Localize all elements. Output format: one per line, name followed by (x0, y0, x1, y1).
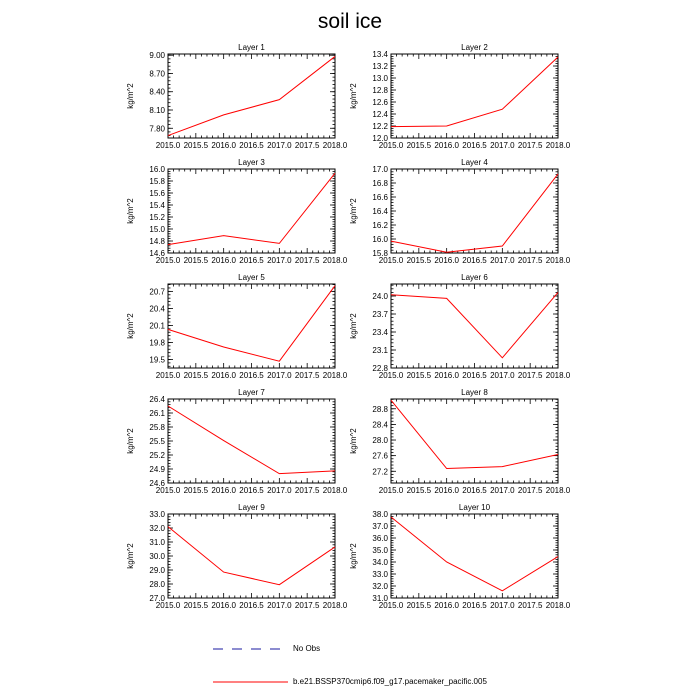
y-tick-label: 27.6 (372, 451, 388, 461)
plot-frame (168, 284, 335, 368)
x-tick-label: 2017.0 (267, 141, 292, 150)
series-line (168, 286, 335, 361)
y-tick-label: 25.8 (149, 423, 165, 432)
legend-dashed-swatch (213, 645, 288, 653)
y-axis-label: kg/m^2 (126, 83, 135, 109)
x-tick-label: 2016.5 (462, 486, 487, 495)
x-tick-label: 2016.0 (211, 256, 236, 265)
x-tick-label: 2015.0 (155, 601, 181, 610)
y-tick-label: 12.6 (372, 98, 388, 107)
x-tick-label: 2018.0 (322, 486, 348, 495)
y-axis-label: kg/m^2 (126, 543, 135, 569)
x-tick-label: 2015.5 (406, 256, 432, 265)
x-tick-label: 2017.5 (294, 371, 320, 380)
x-tick-label: 2015.5 (406, 486, 432, 495)
x-tick-label: 2015.5 (406, 141, 432, 150)
y-tick-label: 12.4 (372, 110, 388, 119)
y-tick-label: 28.0 (372, 436, 388, 446)
y-tick-label: 23.4 (372, 328, 388, 337)
y-tick-label: 12.0 (372, 134, 388, 143)
y-tick-label: 8.70 (149, 69, 165, 79)
x-tick-label: 2015.0 (378, 256, 404, 265)
series-line (168, 56, 335, 135)
y-tick-label: 16.8 (372, 179, 388, 188)
y-tick-label: 8.10 (149, 106, 165, 115)
x-tick-label: 2015.0 (155, 371, 181, 380)
y-tick-label: 34.0 (372, 558, 388, 567)
panel-6 (349, 273, 571, 380)
y-tick-label: 14.6 (149, 249, 165, 258)
series-line (391, 400, 558, 468)
panel-10 (349, 503, 571, 610)
x-tick-label: 2016.0 (434, 486, 459, 495)
x-tick-label: 2017.5 (517, 601, 543, 610)
y-tick-label: 20.1 (149, 321, 165, 331)
y-tick-label: 15.8 (372, 249, 388, 258)
plot-frame (168, 399, 335, 483)
y-tick-label: 31.0 (149, 538, 165, 547)
panel-title: Layer 4 (461, 158, 488, 167)
x-tick-label: 2016.0 (211, 601, 236, 610)
y-tick-label: 27.0 (149, 594, 165, 603)
x-tick-label: 2015.5 (183, 601, 209, 610)
y-tick-label: 24.9 (149, 465, 165, 474)
panel-9 (126, 503, 348, 610)
panel-3 (126, 158, 348, 265)
series-line (391, 57, 558, 127)
y-tick-label: 26.4 (149, 395, 165, 404)
x-tick-label: 2016.0 (434, 256, 459, 265)
legend-solid-swatch (213, 678, 288, 686)
x-tick-label: 2017.0 (267, 486, 292, 495)
plot-frame (391, 54, 558, 138)
y-tick-label: 24.0 (372, 292, 388, 301)
y-tick-label: 38.0 (372, 510, 388, 519)
y-axis-label: kg/m^2 (349, 313, 358, 339)
x-tick-label: 2018.0 (545, 486, 571, 495)
y-tick-label: 23.1 (372, 346, 388, 355)
y-tick-label: 25.2 (149, 451, 165, 460)
x-tick-label: 2017.0 (267, 601, 292, 610)
x-tick-label: 2015.5 (183, 371, 209, 380)
x-tick-label: 2016.5 (462, 141, 487, 150)
panel-title: Layer 10 (458, 503, 491, 512)
plot-frame (391, 169, 558, 253)
series-line (168, 527, 335, 585)
legend-label-obs: No Obs (293, 644, 321, 653)
x-tick-label: 2017.0 (490, 141, 515, 150)
x-tick-label: 2018.0 (322, 601, 348, 610)
y-tick-label: 16.0 (372, 235, 388, 244)
y-tick-label: 36.0 (372, 534, 388, 543)
x-tick-label: 2015.5 (406, 371, 432, 380)
y-tick-label: 15.6 (149, 189, 165, 198)
plot-frame (168, 514, 335, 598)
y-tick-label: 16.4 (372, 207, 388, 216)
figure-title: soil ice (317, 10, 383, 33)
y-tick-label: 20.4 (149, 304, 165, 314)
y-tick-label: 13.2 (372, 62, 388, 71)
x-tick-label: 2015.5 (183, 141, 209, 150)
x-tick-label: 2016.0 (434, 141, 459, 150)
y-tick-label: 32.0 (372, 582, 388, 591)
y-tick-label: 27.2 (372, 467, 388, 477)
x-tick-label: 2017.0 (490, 256, 515, 265)
x-tick-label: 2017.5 (517, 371, 543, 380)
x-tick-label: 2018.0 (322, 371, 348, 380)
y-tick-label: 30.0 (149, 552, 165, 561)
y-tick-label: 12.2 (372, 122, 388, 131)
y-tick-label: 13.4 (372, 50, 388, 59)
x-tick-label: 2018.0 (322, 256, 348, 265)
y-tick-label: 15.4 (149, 201, 165, 210)
x-tick-label: 2016.0 (211, 486, 236, 495)
plot-frame (391, 399, 558, 483)
x-tick-label: 2017.0 (490, 601, 515, 610)
x-tick-label: 2016.5 (239, 486, 264, 495)
x-tick-label: 2015.0 (378, 486, 404, 495)
y-tick-label: 12.8 (372, 86, 388, 95)
x-tick-label: 2015.0 (378, 601, 404, 610)
x-tick-label: 2015.0 (155, 256, 181, 265)
x-tick-label: 2018.0 (545, 256, 571, 265)
x-tick-label: 2015.5 (183, 486, 209, 495)
y-tick-label: 26.1 (149, 409, 165, 418)
y-tick-label: 19.8 (149, 338, 165, 348)
x-tick-label: 2017.5 (294, 256, 320, 265)
y-tick-label: 29.0 (149, 566, 165, 575)
panel-title: Layer 1 (238, 43, 265, 52)
y-tick-label: 35.0 (372, 546, 388, 555)
y-tick-label: 14.8 (149, 237, 165, 246)
panel-2 (349, 43, 571, 150)
x-tick-label: 2018.0 (322, 141, 348, 150)
panel-4 (349, 158, 571, 265)
y-tick-label: 22.8 (372, 364, 388, 373)
y-tick-label: 28.8 (372, 404, 388, 414)
x-tick-label: 2017.5 (294, 141, 320, 150)
panel-7 (126, 388, 348, 495)
y-axis-label: kg/m^2 (126, 428, 135, 454)
y-axis-label: kg/m^2 (349, 83, 358, 109)
series-line (168, 406, 335, 474)
x-tick-label: 2017.0 (267, 371, 292, 380)
y-tick-label: 15.8 (149, 177, 165, 186)
x-tick-label: 2018.0 (545, 141, 571, 150)
y-axis-label: kg/m^2 (349, 543, 358, 569)
y-tick-label: 16.2 (372, 221, 388, 230)
panel-title: Layer 8 (461, 388, 488, 397)
x-tick-label: 2018.0 (545, 371, 571, 380)
series-line (391, 517, 558, 591)
x-tick-label: 2015.0 (155, 141, 181, 150)
plot-frame (168, 54, 335, 138)
x-tick-label: 2017.5 (294, 601, 320, 610)
x-tick-label: 2016.0 (434, 371, 459, 380)
x-tick-label: 2017.5 (294, 486, 320, 495)
x-tick-label: 2016.0 (211, 141, 236, 150)
y-tick-label: 16.0 (149, 165, 165, 174)
x-tick-label: 2017.0 (490, 371, 515, 380)
x-tick-label: 2016.0 (211, 371, 236, 380)
y-tick-label: 16.6 (372, 193, 388, 202)
x-tick-label: 2015.0 (378, 371, 404, 380)
x-tick-label: 2017.5 (517, 256, 543, 265)
x-tick-label: 2016.5 (239, 256, 264, 265)
panel-title: Layer 5 (238, 273, 265, 282)
y-tick-label: 19.5 (149, 355, 165, 365)
y-tick-label: 8.40 (149, 87, 165, 97)
y-tick-label: 20.7 (149, 287, 165, 297)
x-tick-label: 2017.0 (267, 256, 292, 265)
x-tick-label: 2017.5 (517, 141, 543, 150)
x-tick-label: 2016.5 (239, 371, 264, 380)
x-tick-label: 2016.5 (239, 141, 264, 150)
y-tick-label: 28.4 (372, 420, 388, 430)
y-tick-label: 24.6 (149, 479, 165, 488)
panel-title: Layer 2 (461, 43, 488, 52)
panel-title: Layer 7 (238, 388, 265, 397)
x-tick-label: 2016.5 (462, 256, 487, 265)
series-line (168, 173, 335, 244)
y-tick-label: 15.0 (149, 225, 165, 234)
y-axis-label: kg/m^2 (349, 428, 358, 454)
panel-8 (349, 388, 571, 495)
y-tick-label: 9.00 (149, 51, 165, 61)
y-tick-label: 13.0 (372, 74, 388, 83)
y-tick-label: 31.0 (372, 594, 388, 603)
y-axis-label: kg/m^2 (349, 198, 358, 224)
legend-label-model: b.e21.BSSP370cmip6.f09_g17.pacemaker_pacific.005 (293, 677, 487, 686)
x-tick-label: 2015.0 (155, 486, 181, 495)
y-axis-label: kg/m^2 (126, 198, 135, 224)
y-tick-label: 33.0 (372, 570, 388, 579)
y-axis-label: kg/m^2 (126, 313, 135, 339)
y-tick-label: 17.0 (372, 165, 388, 174)
x-tick-label: 2017.5 (517, 486, 543, 495)
y-tick-label: 7.80 (149, 124, 165, 134)
panel-title: Layer 6 (461, 273, 488, 282)
x-tick-label: 2018.0 (545, 601, 571, 610)
y-tick-label: 23.7 (372, 310, 388, 319)
y-tick-label: 28.0 (149, 580, 165, 589)
x-tick-label: 2015.5 (183, 256, 209, 265)
y-tick-label: 37.0 (372, 522, 388, 531)
y-tick-label: 33.0 (149, 510, 165, 519)
x-tick-label: 2015.0 (378, 141, 404, 150)
x-tick-label: 2015.5 (406, 601, 432, 610)
panel-title: Layer 3 (238, 158, 265, 167)
x-tick-label: 2016.5 (239, 601, 264, 610)
y-tick-label: 15.2 (149, 213, 165, 222)
y-tick-label: 25.5 (149, 437, 165, 446)
panel-5 (126, 273, 348, 380)
x-tick-label: 2016.5 (462, 371, 487, 380)
x-tick-label: 2017.0 (490, 486, 515, 495)
series-line (391, 292, 558, 357)
y-tick-label: 32.0 (149, 524, 165, 533)
plot-frame (391, 514, 558, 598)
x-tick-label: 2016.0 (434, 601, 459, 610)
panel-1 (126, 43, 348, 150)
panel-title: Layer 9 (238, 503, 265, 512)
series-line (391, 174, 558, 252)
x-tick-label: 2016.5 (462, 601, 487, 610)
